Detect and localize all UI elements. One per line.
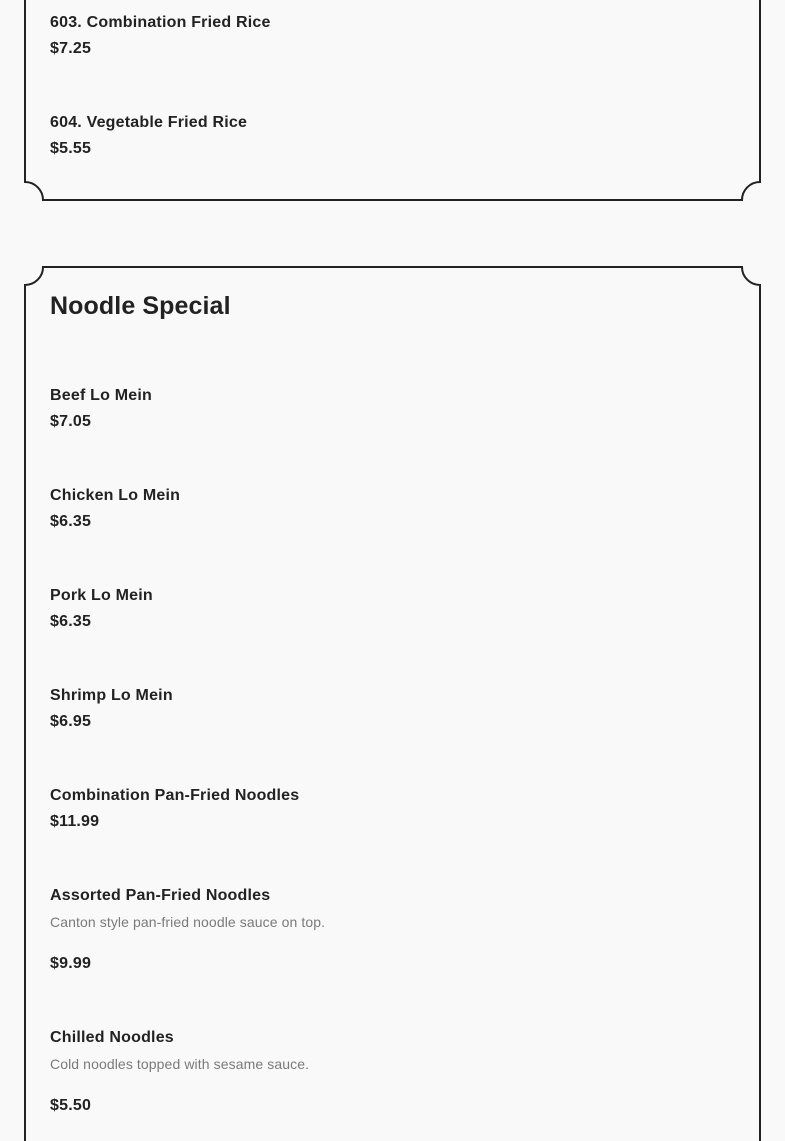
item-name: Shrimp Lo Mein bbox=[50, 687, 173, 704]
item-name: Chilled Noodles bbox=[50, 1029, 174, 1046]
noodle-special-section bbox=[24, 266, 761, 1141]
item-price: $11.99 bbox=[50, 813, 100, 830]
item-price: $5.50 bbox=[50, 1097, 92, 1114]
item-name: Beef Lo Mein bbox=[50, 387, 152, 404]
item-price: $6.95 bbox=[50, 713, 92, 730]
item-name: 603. Combination Fried Rice bbox=[50, 14, 271, 31]
item-name: Chicken Lo Mein bbox=[50, 487, 181, 504]
item-price: $6.35 bbox=[50, 613, 92, 630]
item-price: $6.35 bbox=[50, 513, 92, 530]
item-name: 604. Vegetable Fried Rice bbox=[50, 114, 248, 131]
item-description: Cold noodles topped with sesame sauce. bbox=[50, 1056, 310, 1072]
item-name: Combination Pan-Fried Noodles bbox=[50, 787, 300, 804]
fried-rice-section bbox=[24, 0, 761, 202]
section-title: Noodle Special bbox=[50, 292, 231, 320]
item-price: $7.05 bbox=[50, 413, 92, 430]
item-description: Canton style pan-fried noodle sauce on top. bbox=[50, 914, 326, 930]
item-price: $7.25 bbox=[50, 40, 92, 57]
item-price: $9.99 bbox=[50, 955, 92, 972]
item-price: $5.55 bbox=[50, 140, 92, 157]
item-name: Pork Lo Mein bbox=[50, 587, 153, 604]
item-name: Assorted Pan-Fried Noodles bbox=[50, 887, 271, 904]
